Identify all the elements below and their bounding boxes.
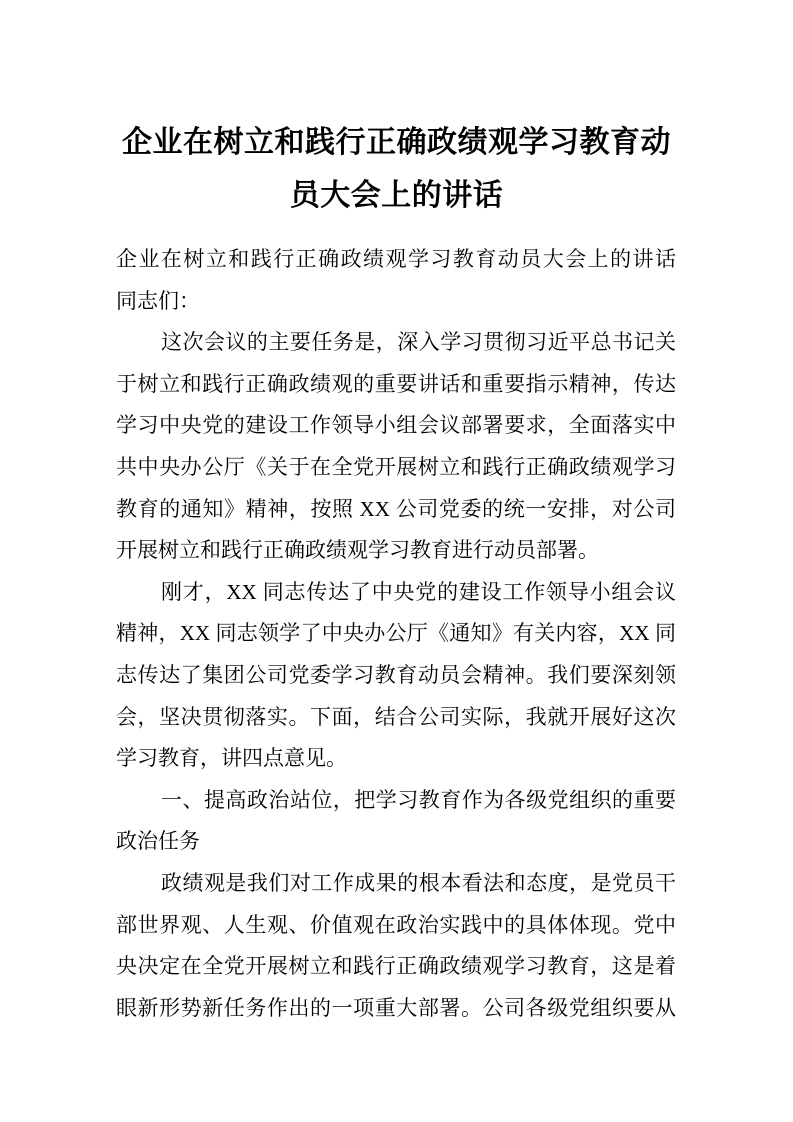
document-title-line-1: 企业在树立和践行正确政绩观学习教育动 — [122, 126, 671, 159]
body-line: 刚才，XX 同志传达了中央党的建设工作领导小组会议 — [161, 579, 676, 604]
body-line: 精神，XX 同志领学了中央办公厅《通知》有关内容，XX 同 — [116, 621, 676, 646]
body-line: 政绩观是我们对工作成果的根本看法和态度，是党员干 — [161, 870, 676, 895]
body-line: 于树立和践行正确政绩观的重要讲话和重要指示精神，传达 — [116, 371, 676, 396]
body-line: 同志们： — [116, 288, 200, 313]
body-line: 眼新形势新任务作出的一项重大部署。公司各级党组织要从 — [116, 995, 676, 1020]
document-body — [116, 239, 676, 1029]
body-line: 部世界观、人生观、价值观在政治实践中的具体体现。党中 — [116, 912, 676, 937]
body-line: 共中央办公厅《关于在全党开展树立和践行正确政绩观学习 — [116, 454, 676, 479]
body-line: 这次会议的主要任务是，深入学习贯彻习近平总书记关 — [161, 330, 676, 355]
body-line: 政治任务 — [116, 829, 200, 854]
document-title — [0, 116, 793, 222]
body-line: 志传达了集团公司党委学习教育动员会精神。我们要深刻领 — [116, 662, 676, 687]
body-line: 会，坚决贯彻落实。下面，结合公司实际，我就开展好这次 — [116, 704, 676, 729]
body-line: 学习中央党的建设工作领导小组会议部署要求，全面落实中 — [116, 413, 676, 438]
document-title-line-2: 员大会上的讲话 — [289, 179, 504, 212]
body-line: 学习教育，讲四点意见。 — [116, 746, 347, 771]
body-line: 教育的通知》精神，按照 XX 公司党委的统一安排，对公司 — [116, 496, 676, 521]
body-line: 企业在树立和践行正确政绩观学习教育动员大会上的讲话 — [116, 247, 676, 271]
body-line: 央决定在全党开展树立和践行正确政绩观学习教育，这是着 — [116, 954, 676, 979]
body-line: 开展树立和践行正确政绩观学习教育进行动员部署。 — [116, 538, 599, 563]
body-line: 一、提高政治站位，把学习教育作为各级党组织的重要 — [161, 787, 676, 812]
